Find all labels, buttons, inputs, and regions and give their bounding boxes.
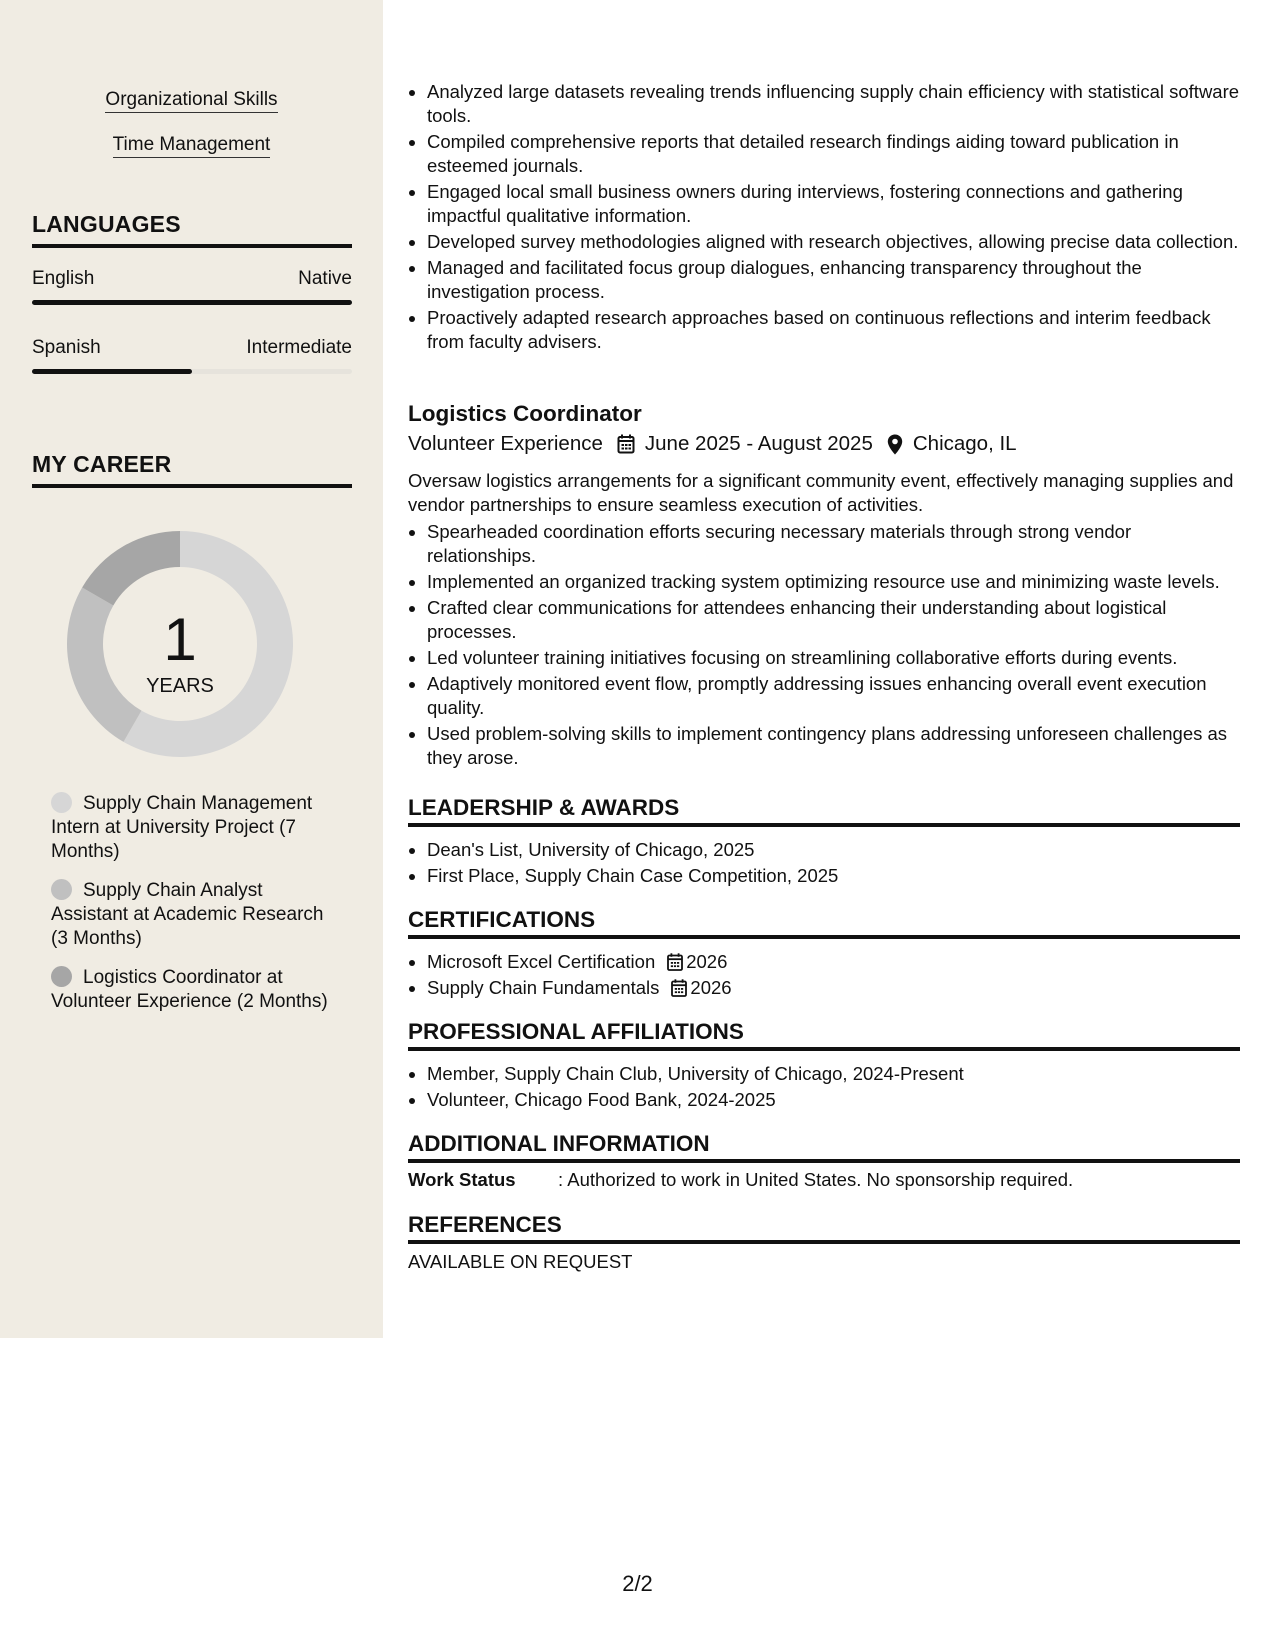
career-legend-item: Supply Chain Management Intern at University Project (7 Months) [51,793,313,862]
language-proficiency-fill [32,300,352,305]
calendar-icon [617,434,635,454]
location-pin-icon [887,434,903,455]
page-number: 2/2 [622,1571,653,1596]
work-status-value: : Authorized to work in United States. No sponsorship required. [558,1169,1074,1190]
calendar-icon [671,979,687,997]
list-item: • First Place, Supply Chain Case Competition, 2025 [427,864,1240,888]
calendar-icon [667,953,683,971]
donut-segment [67,588,142,742]
list-item: • Spearheaded coordination efforts securing necessary materials through strong vendor relationships. [427,520,1240,568]
references-heading: REFERENCES [408,1212,1240,1244]
list-item: • Managed and facilitated focus group dialogues, enhancing transparency throughout the investigation process. [427,256,1240,304]
language-name: Spanish [32,337,101,358]
list-item: • Dean's List, University of Chicago, 2025 [427,838,1240,862]
list-item: • Implemented an organized tracking system optimizing resource use and minimizing waste levels. [427,570,1240,594]
career-years-unit: YEARS [146,675,214,697]
additional-info-heading: ADDITIONAL INFORMATION [408,1131,1240,1163]
career-legend-item: Logistics Coordinator at Volunteer Experience (2 Months) [51,967,328,1012]
career-legend-item: Supply Chain Analyst Assistant at Academic Research (3 Months) [51,880,324,949]
certifications-heading: CERTIFICATIONS [408,907,1240,939]
legend-dot-icon [51,879,72,900]
work-status-label: Work Status [408,1169,516,1190]
work-status-row [408,1169,1073,1191]
list-item: • Crafted clear communications for attendees enhancing their understanding about logistical processes. [427,596,1240,644]
list-item: • Volunteer, Chicago Food Bank, 2024-2025 [427,1088,1240,1112]
list-item: • Microsoft Excel Certification 2026 [427,950,1240,974]
career-heading: MY CAREER [32,451,352,488]
list-item: • Engaged local small business owners during interviews, fostering connections and gathering impactful qualitative information. [427,180,1240,228]
language-proficiency-bar [32,300,352,305]
career-donut-chart [64,528,296,760]
list-item: • Developed survey methodologies aligned with research objectives, allowing precise data collection. [427,230,1240,254]
job-dates: June 2025 - August 2025 [644,432,873,455]
language-name: English [32,268,95,289]
job-org: Volunteer Experience [408,432,603,455]
list-item: • Led volunteer training initiatives focusing on streamlining collaborative efforts during events. [427,646,1240,670]
language-proficiency-fill [32,369,192,374]
language-proficiency-bar [32,369,352,374]
leadership-heading: LEADERSHIP & AWARDS [408,795,1240,827]
job-bullets [408,520,1240,772]
list-item: • Supply Chain Fundamentals 2026 [427,976,1240,1000]
affiliations-list [408,1062,1240,1114]
job-summary: Oversaw logistics arrangements for a significant community event, effectively managing supplies and vendor partnerships to ensure seamless execution of activities. [408,470,1234,515]
legend-dot-icon [51,792,72,813]
job-location: Chicago, IL [912,432,1017,455]
languages-heading: LANGUAGES [32,211,352,248]
sidebar [0,0,383,1338]
language-row [32,337,352,359]
list-item: • Analyzed large datasets revealing trends influencing supply chain efficiency with statistical software tools. [427,80,1240,128]
list-item: • Used problem-solving skills to implement contingency plans addressing unforeseen challenges as they arose. [427,722,1240,770]
affiliations-heading: PROFESSIONAL AFFILIATIONS [408,1019,1240,1051]
skill-tag: Time Management [0,133,383,157]
career-years-number: 1 [163,606,197,673]
certifications-list [408,950,1240,1002]
leadership-list [408,838,1240,890]
language-row [32,268,352,290]
list-item: • Compiled comprehensive reports that detailed research findings aiding toward publication in esteemed journals. [427,130,1240,178]
list-item: • Proactively adapted research approaches based on continuous reflections and interim feedback from faculty advisers. [427,306,1240,354]
references-text: AVAILABLE ON REQUEST [408,1251,633,1272]
previous-job-bullets [408,80,1240,356]
skill-tag: Organizational Skills [0,88,383,112]
job-meta [408,432,1017,456]
language-level: Native [298,268,352,289]
donut-segment [82,531,180,606]
language-level: Intermediate [246,337,352,358]
job-title: Logistics Coordinator [408,401,642,426]
list-item: • Adaptively monitored event flow, promptly addressing issues enhancing overall event execution quality. [427,672,1240,720]
legend-dot-icon [51,966,72,987]
list-item: • Member, Supply Chain Club, University of Chicago, 2024-Present [427,1062,1240,1086]
